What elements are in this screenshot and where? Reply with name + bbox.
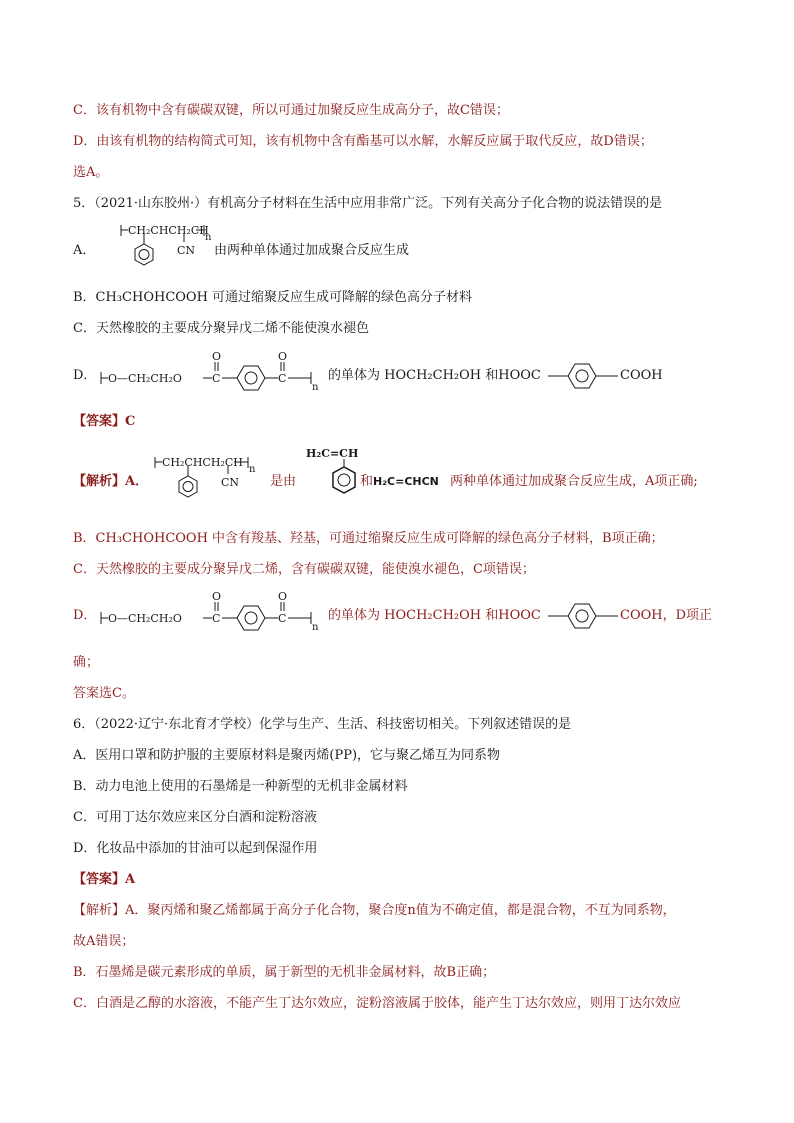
q5-explanation-d-end: COOH，D项正 xyxy=(620,608,713,623)
prev-option-d-explanation: D．由该有机物的结构简式可知，该有机物中含有酯基可以水解，水解反应属于取代反应，故D错误； xyxy=(73,134,653,149)
q5-explanation-a-is-from: 是由 xyxy=(270,474,297,489)
q5-final-answer: 答案选C。 xyxy=(73,686,135,701)
q5-explanation-polymer-structure xyxy=(152,450,267,508)
q6-option-d: D．化妆品中添加的甘油可以起到保湿作用 xyxy=(73,841,318,856)
explanation-ester-chain-text: O—CH₂CH₂O xyxy=(108,612,182,625)
explanation-chain-text: CH₂CHCH₂CH xyxy=(162,456,243,469)
carbonyl-c2-text: C xyxy=(278,372,287,385)
q6-option-c: C．可用丁达尔效应来区分白酒和淀粉溶液 xyxy=(73,810,317,825)
polymer-subscript-n: n xyxy=(205,232,212,243)
q5-option-b: B．CH₃CHOHCOOH 可通过缩聚反应生成可降解的绿色高分子材料 xyxy=(73,290,473,305)
q5-explanation-a-tail: 两种单体通过加成聚合反应生成，A项正确; xyxy=(450,474,698,489)
explanation-carbonyl-c-text: C xyxy=(212,612,221,625)
q5-option-d-label: D． xyxy=(73,368,97,383)
prev-option-c-explanation: C．该有机物中含有碳碳双键，所以可通过加聚反应生成高分子，故C错误； xyxy=(73,103,509,118)
q5-option-a-text: 由两种单体通过加成聚合反应生成 xyxy=(214,243,410,258)
q5-option-d-monomer-text: 的单体为 HOCH₂CH₂OH 和HOOC xyxy=(328,368,541,383)
q6-answer: 【答案】A xyxy=(73,872,136,887)
q5-explanation-d-monomer-text: 的单体为 HOCH₂CH₂OH 和HOOC xyxy=(328,608,541,623)
carbonyl-o2-text: O xyxy=(278,350,288,363)
q5-explanation-b: B．CH₃CHOHCOOH 中含有羧基、羟基，可通过缩聚反应生成可降解的绿色高分子材料，B项正确； xyxy=(73,531,664,546)
explanation-polyester-subscript-n: n xyxy=(312,622,319,633)
explanation-carbonyl-o-text: O xyxy=(212,590,222,603)
explanation-cyano-text: CN xyxy=(221,476,240,489)
q5-option-d-cooh: COOH xyxy=(620,368,663,383)
q5-explanation-d-benzene-ring xyxy=(548,598,618,634)
q5-option-a-polymer-structure xyxy=(118,218,213,276)
q5-explanation-c: C．天然橡胶的主要成分聚异戊二烯，含有碳碳双键，能使溴水褪色，C项错误； xyxy=(73,562,535,577)
q5-answer: 【答案】C xyxy=(73,414,136,429)
q6-option-a: A．医用口罩和防护服的主要原材料是聚丙烯(PP)，它与聚乙烯互为同系物 xyxy=(73,748,501,763)
q5-explanation-polyester-structure xyxy=(98,590,328,635)
carbonyl-o-text: O xyxy=(212,350,222,363)
q5-explanation-d-continued: 确； xyxy=(73,655,100,670)
q6-explanation-a-line2: 故A错误； xyxy=(73,934,135,949)
q5-explanation-and: 和 xyxy=(360,474,374,489)
acrylonitrile-monomer: H₂C=CHCN xyxy=(373,475,439,488)
q5-option-d-polyester-structure xyxy=(98,350,328,395)
explanation-subscript-n: n xyxy=(249,464,256,475)
q6-option-b: B．动力电池上使用的石墨烯是一种新型的无机非金属材料 xyxy=(73,779,408,794)
q6-stem: 6．（2022·辽宁·东北育才学校）化学与生产、生活、科技密切相关。下列叙述错误的是 xyxy=(73,717,572,732)
cyano-group-text: CN xyxy=(177,244,196,257)
explanation-carbonyl-o2-text: O xyxy=(278,590,288,603)
polymer-chain-text: CH₂CHCH₂CH xyxy=(128,224,209,237)
q5-explanation-label: 【解析】A． xyxy=(73,474,149,489)
q5-option-d-benzene-ring xyxy=(548,358,618,394)
styrene-vinyl-text: H₂C=CH xyxy=(306,447,359,460)
explanation-carbonyl-c2-text: C xyxy=(278,612,287,625)
q6-explanation-a-line1: 【解析】A．聚丙烯和聚乙烯都属于高分子化合物，聚合度n值为不确定值，都是混合物，不互为同系物， xyxy=(73,903,676,918)
q5-option-a-label: A． xyxy=(73,243,96,258)
q5-option-c: C．天然橡胶的主要成分聚异戊二烯不能使溴水褪色 xyxy=(73,321,369,336)
styrene-monomer-structure xyxy=(302,443,360,508)
prev-selection: 选A。 xyxy=(73,165,109,180)
q6-explanation-b: B．石墨烯是碳元素形成的单质，属于新型的无机非金属材料，故B正确； xyxy=(73,965,496,980)
ester-chain-text: O—CH₂CH₂O xyxy=(108,372,182,385)
carbonyl-c-text: C xyxy=(212,372,221,385)
q6-explanation-c: C．白酒是乙醇的水溶液，不能产生丁达尔效应，淀粉溶液属于胶体，能产生丁达尔效应，则用丁达尔效应 xyxy=(73,996,681,1011)
polyester-subscript-n: n xyxy=(312,382,319,393)
q5-explanation-d-label: D． xyxy=(73,608,97,623)
q5-stem: 5．（2021·山东胶州·）有机高分子材料在生活中应用非常广泛。下列有关高分子化合物的说法错误的是 xyxy=(73,196,663,211)
